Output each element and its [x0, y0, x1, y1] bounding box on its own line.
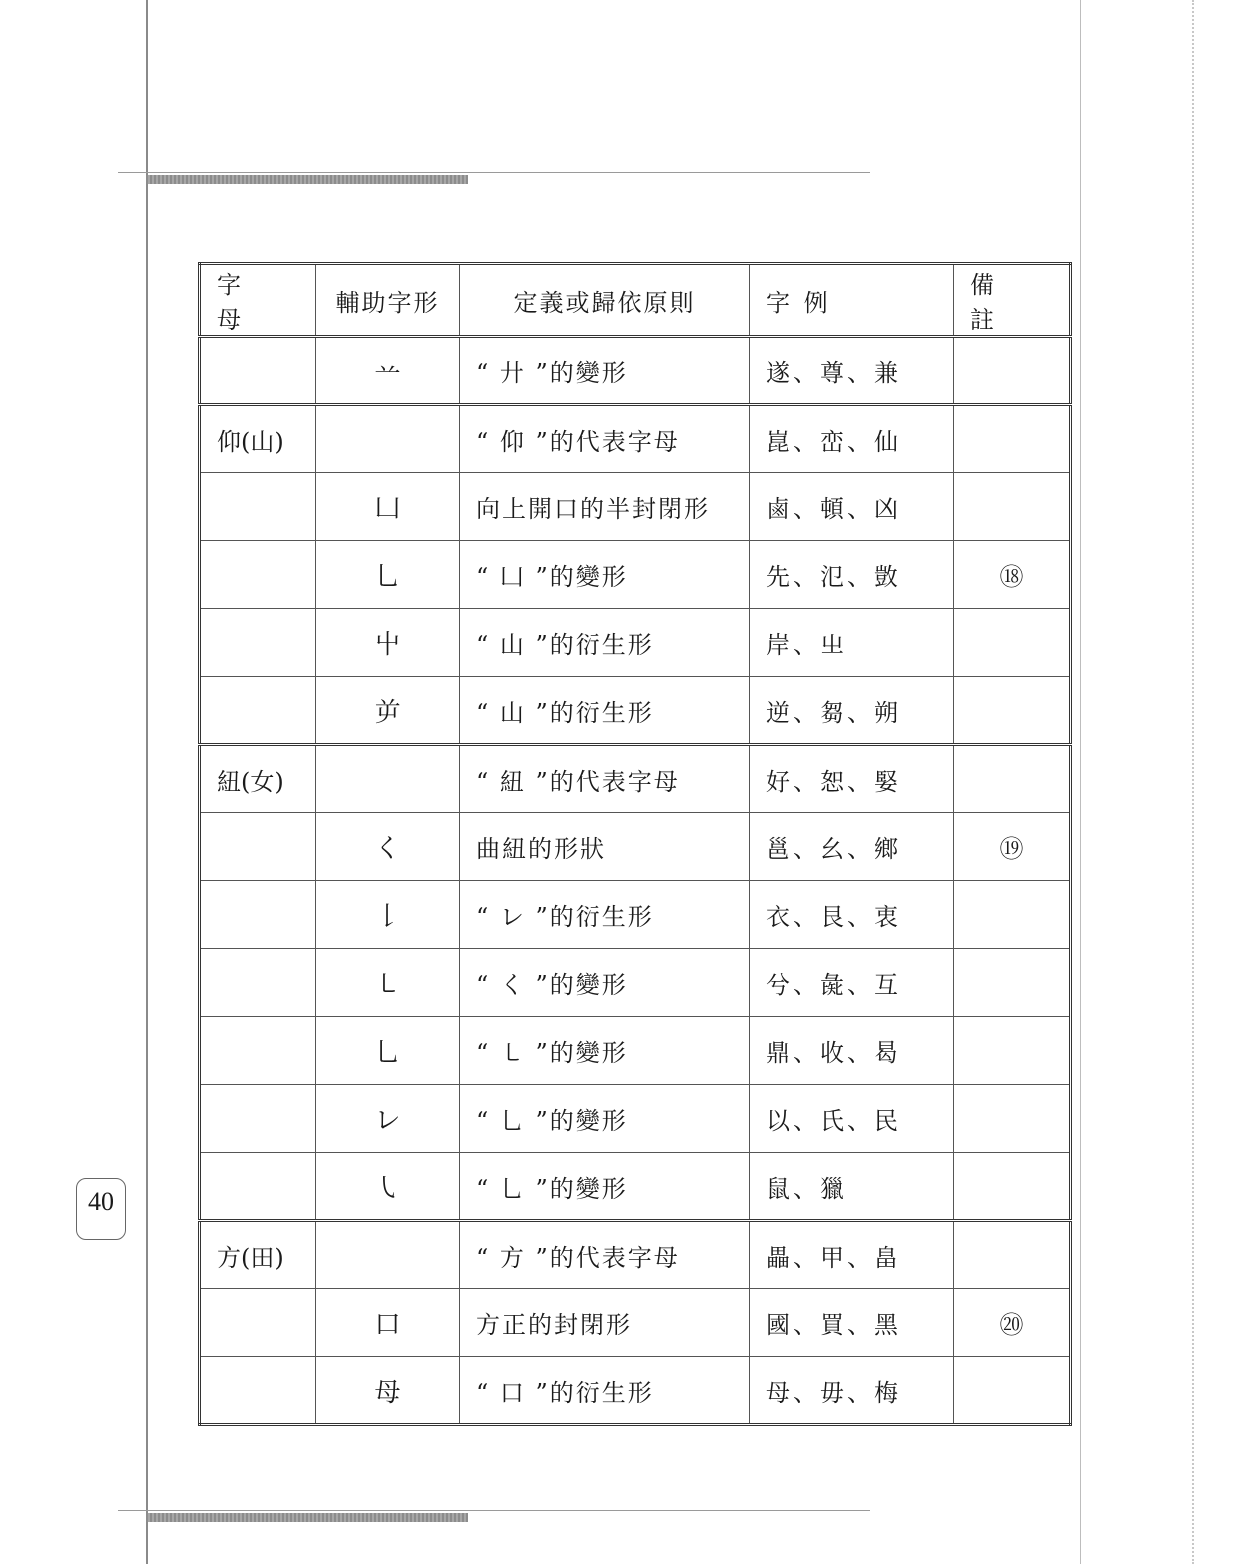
table-row	[200, 473, 1071, 541]
note-cell	[954, 1357, 1071, 1425]
examples-cell: 先、氾、敳	[750, 541, 954, 609]
note-cell	[954, 1153, 1071, 1221]
letter-cell	[200, 881, 316, 949]
helper-glyph-cell	[316, 1221, 460, 1289]
helper-glyph-cell: 口	[316, 1289, 460, 1357]
definition-cell: “ 凵 ”的變形	[460, 541, 750, 609]
definition-cell: “ 山 ”的衍生形	[460, 609, 750, 677]
header-note: 備 註	[954, 264, 1071, 337]
note-cell: ⑱	[954, 541, 1071, 609]
definition-cell: “ く ”的變形	[460, 949, 750, 1017]
table-row	[200, 1357, 1071, 1425]
left-margin-line	[146, 0, 148, 1564]
helper-glyph-cell	[316, 745, 460, 813]
helper-glyph-cell: 凵	[316, 473, 460, 541]
definition-cell: “ 山 ”的衍生形	[460, 677, 750, 745]
definition-cell: “ 口 ”的衍生形	[460, 1357, 750, 1425]
letter-cell: 紐(女)	[200, 745, 316, 813]
header-definition: 定義或歸依原則	[460, 264, 750, 337]
note-cell	[954, 473, 1071, 541]
helper-glyph-cell: 屰	[316, 677, 460, 745]
definition-cell: “ 方 ”的代表字母	[460, 1221, 750, 1289]
examples-cell: 國、買、黑	[750, 1289, 954, 1357]
table-row	[200, 1153, 1071, 1221]
letter-cell	[200, 949, 316, 1017]
letter-cell	[200, 677, 316, 745]
bottom-rule-thin	[118, 1510, 870, 1511]
letter-cell	[200, 813, 316, 881]
note-cell: ⑲	[954, 813, 1071, 881]
examples-cell: 鹵、頓、凶	[750, 473, 954, 541]
table-row	[200, 881, 1071, 949]
page-edge-dotted	[1192, 0, 1214, 1564]
helper-glyph-cell: 母	[316, 1357, 460, 1425]
definition-cell: “ ㇄ ”的變形	[460, 1017, 750, 1085]
table-row	[200, 1085, 1071, 1153]
note-cell	[954, 949, 1071, 1017]
table-row	[200, 745, 1071, 813]
header-helper: 輔助字形	[316, 264, 460, 337]
examples-cell: 衣、艮、衷	[750, 881, 954, 949]
top-rule-thin	[118, 172, 870, 173]
character-table	[198, 262, 1072, 1426]
header-letter: 字 母	[200, 264, 316, 337]
definition-cell: “ レ ”的衍生形	[460, 881, 750, 949]
note-cell	[954, 881, 1071, 949]
definition-cell: 向上開口的半封閉形	[460, 473, 750, 541]
note-cell	[954, 1221, 1071, 1289]
examples-cell: 母、毋、梅	[750, 1357, 954, 1425]
examples-cell: 崑、峦、仙	[750, 405, 954, 473]
table-row	[200, 541, 1071, 609]
definition-cell: “ 廾 ”的變形	[460, 337, 750, 405]
table-header-row	[200, 264, 1071, 337]
table-body	[200, 337, 1071, 1425]
letter-cell: 方(田)	[200, 1221, 316, 1289]
examples-cell: 好、恕、婜	[750, 745, 954, 813]
letter-cell	[200, 541, 316, 609]
definition-cell: “ 乚 ”的變形	[460, 1085, 750, 1153]
letter-cell	[200, 609, 316, 677]
note-cell	[954, 405, 1071, 473]
examples-cell: 畾、甲、畠	[750, 1221, 954, 1289]
definition-cell: 曲紐的形狀	[460, 813, 750, 881]
table-row	[200, 405, 1071, 473]
helper-glyph-cell: く	[316, 813, 460, 881]
helper-glyph-cell: ㇄	[316, 949, 460, 1017]
table-row	[200, 1017, 1071, 1085]
table-row	[200, 1221, 1071, 1289]
header-examples: 字 例	[750, 264, 954, 337]
right-margin-line	[1080, 0, 1081, 1564]
note-cell	[954, 337, 1071, 405]
page-number: 40	[76, 1178, 126, 1240]
examples-cell: 兮、彘、互	[750, 949, 954, 1017]
note-cell	[954, 677, 1071, 745]
note-cell	[954, 1085, 1071, 1153]
examples-cell: 以、氏、民	[750, 1085, 954, 1153]
examples-cell: 逆、芻、朔	[750, 677, 954, 745]
table-row	[200, 949, 1071, 1017]
helper-glyph-cell: 乚	[316, 1017, 460, 1085]
letter-cell	[200, 473, 316, 541]
letter-cell	[200, 1357, 316, 1425]
table-row	[200, 1289, 1071, 1357]
table-row	[200, 609, 1071, 677]
helper-glyph-cell: 屮	[316, 609, 460, 677]
examples-cell: 遂、尊、兼	[750, 337, 954, 405]
note-cell	[954, 609, 1071, 677]
bottom-rule-thick	[146, 1513, 468, 1522]
letter-cell	[200, 337, 316, 405]
examples-cell: 鼎、收、曷	[750, 1017, 954, 1085]
definition-cell: “ 紐 ”的代表字母	[460, 745, 750, 813]
note-cell	[954, 745, 1071, 813]
definition-cell: “ 乚 ”的變形	[460, 1153, 750, 1221]
helper-glyph-cell: ㇂	[316, 1153, 460, 1221]
helper-glyph-cell: 䒑	[316, 337, 460, 405]
note-cell: ⑳	[954, 1289, 1071, 1357]
table-row	[200, 677, 1071, 745]
definition-cell: 方正的封閉形	[460, 1289, 750, 1357]
helper-glyph-cell: 乚	[316, 541, 460, 609]
examples-cell: 岸、㞢	[750, 609, 954, 677]
letter-cell	[200, 1017, 316, 1085]
definition-cell: “ 仰 ”的代表字母	[460, 405, 750, 473]
examples-cell: 鼠、獵	[750, 1153, 954, 1221]
letter-cell	[200, 1085, 316, 1153]
letter-cell: 仰(山)	[200, 405, 316, 473]
table-row	[200, 813, 1071, 881]
examples-cell: 邕、幺、鄉	[750, 813, 954, 881]
table-row	[200, 337, 1071, 405]
helper-glyph-cell: レ	[316, 1085, 460, 1153]
letter-cell	[200, 1289, 316, 1357]
top-rule-thick	[146, 175, 468, 184]
helper-glyph-cell	[316, 405, 460, 473]
letter-cell	[200, 1153, 316, 1221]
note-cell	[954, 1017, 1071, 1085]
helper-glyph-cell: 𠄌	[316, 881, 460, 949]
